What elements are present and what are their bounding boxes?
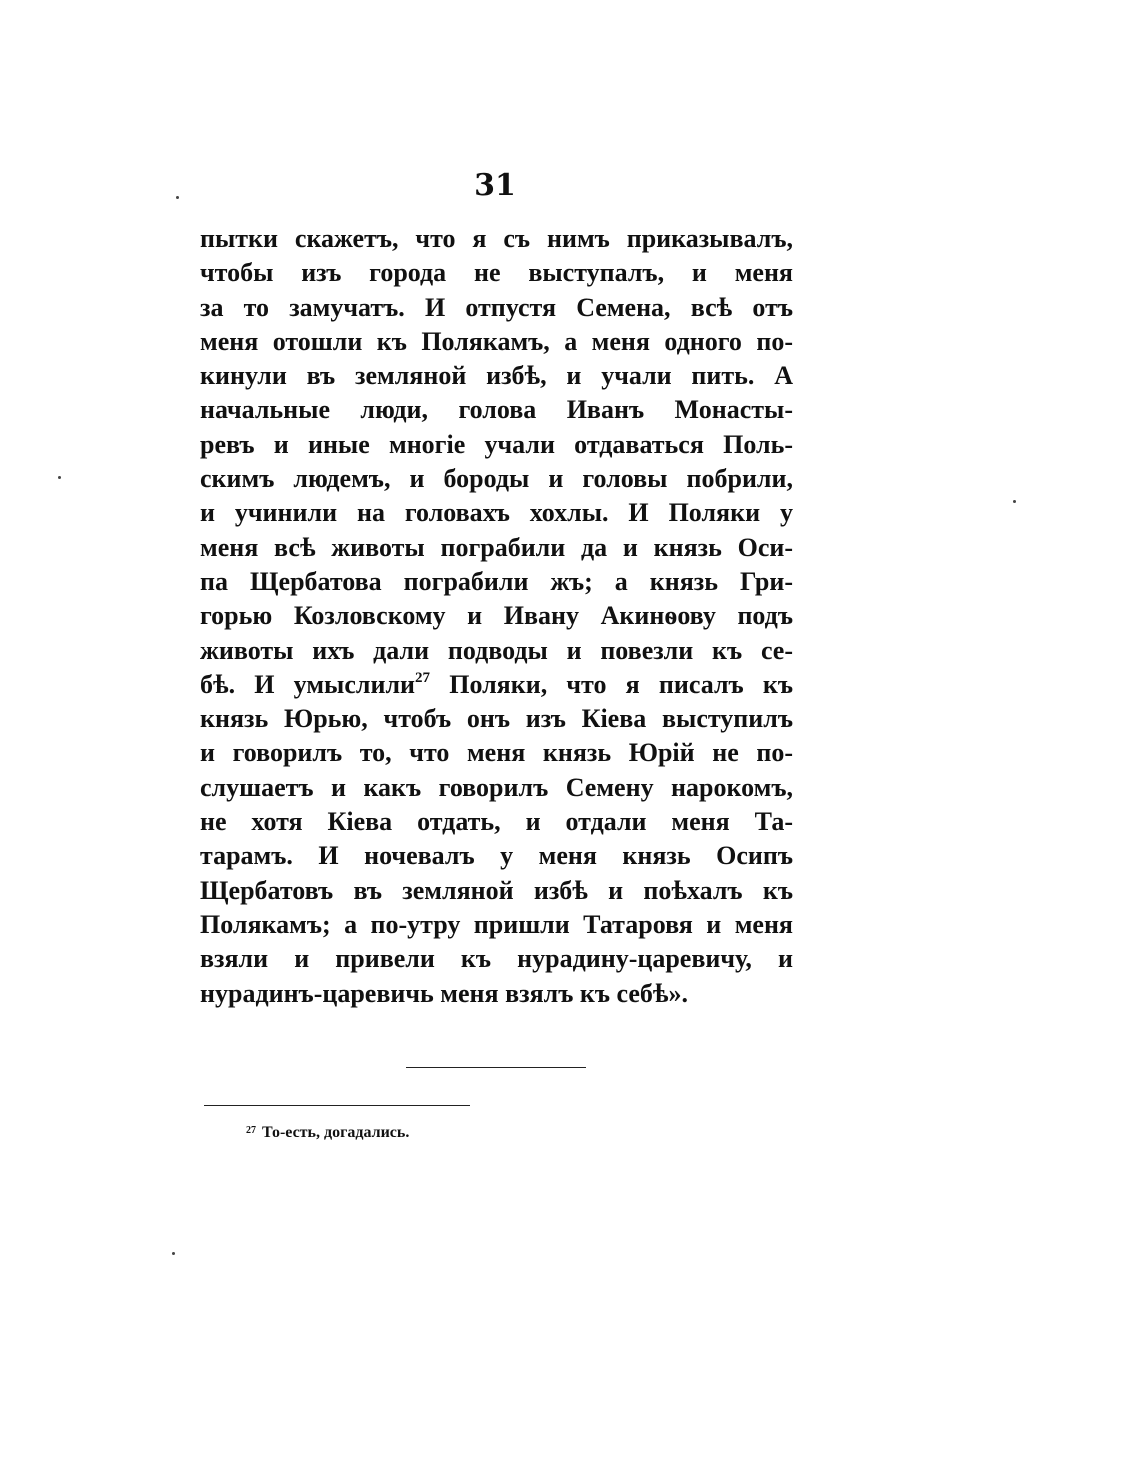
footnote [246, 1124, 409, 1142]
text-line: чтобы изъ города не выступалъ, и меня [200, 258, 793, 288]
text-line: и учинили на головахъ хохлы. И Поляки у [200, 498, 793, 528]
footnote-separator [204, 1105, 470, 1106]
text-line: Полякамъ; а по-утру пришли Татаровя и меня [200, 909, 793, 939]
text-line: пытки скажетъ, что я съ нимъ приказывалъ, [200, 224, 793, 253]
text-line: за то замучатъ. И отпустя Семена, всѣ отъ [200, 292, 793, 322]
page-number: 31 [474, 168, 516, 203]
text-line-with-footnote [200, 668, 793, 702]
scan-speck [176, 196, 179, 199]
text-line: Щербатовъ въ земляной избѣ и поѣхалъ къ [200, 875, 793, 905]
scan-speck [1013, 500, 1016, 503]
text-segment: Поляки, что я писалъ къ [449, 669, 793, 699]
text-line: меня отошли къ Полякамъ, а меня одного по- [200, 326, 793, 356]
text-line: князь Юрью, чтобъ онъ изъ Кіева выступилъ [200, 704, 793, 734]
text-line: взяли и привели къ нурадину-царевичу, и [200, 944, 793, 974]
text-line: и говорилъ то, что меня князь Юрій не по- [200, 738, 793, 768]
section-end-rule [406, 1067, 586, 1068]
text-line: па Щербатова пограбили жъ; а князь Гри- [200, 566, 793, 596]
scan-speck [172, 1252, 175, 1255]
text-line: ревъ и иные многіе учали отдаваться Поль- [200, 429, 793, 459]
footnote-reference: 27 [415, 669, 431, 686]
text-line: начальные люди, голова Иванъ Монасты- [200, 395, 793, 425]
text-line: меня всѣ животы пограбили да и князь Оси- [200, 532, 793, 562]
footnote-number: 27 [246, 1125, 256, 1136]
body-text [200, 222, 793, 1011]
text-line: кинули въ земляной избѣ, и учали пить. А [200, 361, 793, 391]
text-line: скимъ людемъ, и бороды и головы побрили, [200, 464, 793, 494]
text-line: горью Козловскому и Ивану Акинѳову подъ [200, 601, 793, 631]
text-line: слушаетъ и какъ говорилъ Семену нарокомъ, [200, 772, 793, 802]
text-line: животы ихъ дали подводы и повезли къ се- [200, 635, 793, 665]
text-line: не хотя Кіева отдать, и отдали меня Та- [200, 807, 793, 837]
scan-speck [58, 476, 61, 479]
text-line: нурадинъ-царевичь меня взялъ къ себѣ». [200, 978, 689, 1008]
text-line: тарамъ. И ночевалъ у меня князь Осипъ [200, 841, 793, 871]
text-segment: бѣ. И умыслили [200, 669, 416, 699]
footnote-text: То-есть, догадались. [262, 1124, 410, 1141]
